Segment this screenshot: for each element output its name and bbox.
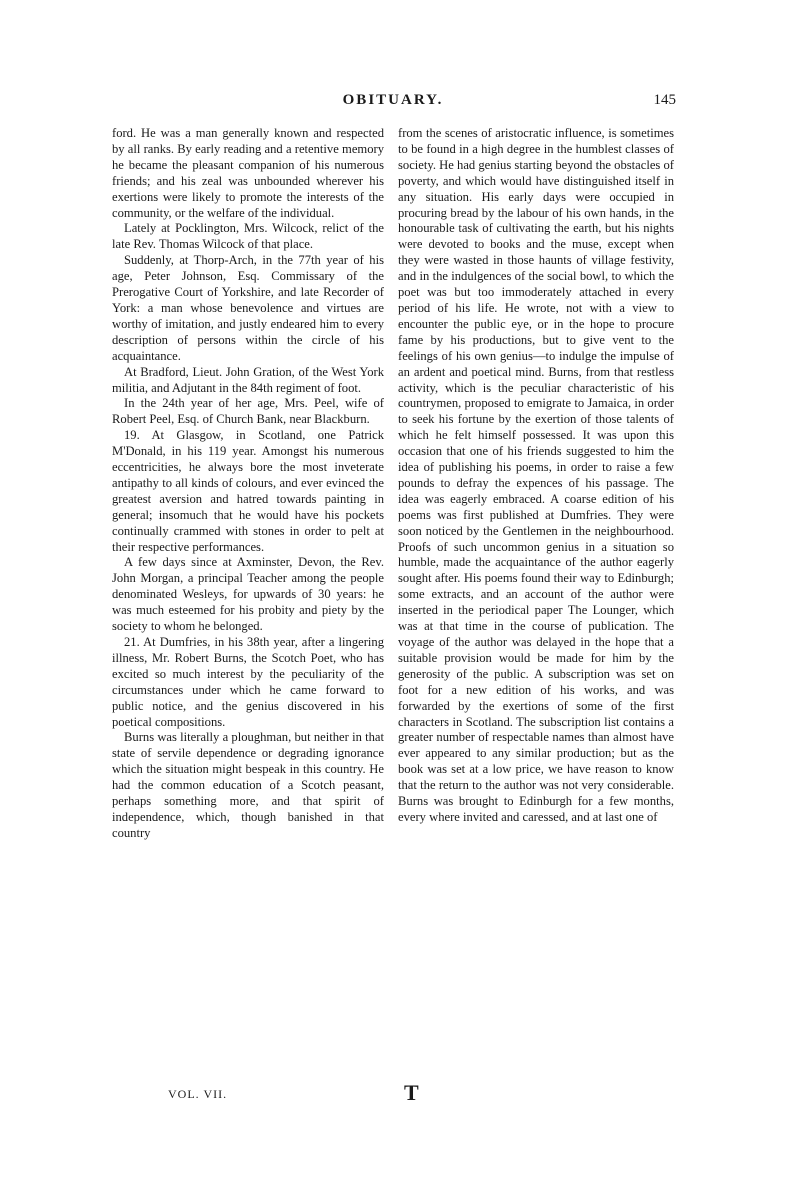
page-number: 145 [653,92,676,108]
right-column [398,126,674,826]
signature-mark: VOL. VII. [168,1087,228,1101]
paragraph: In the 24th year of her age, Mrs. Peel, wife of Robert Peel, Esq. of Church Bank, near Blackburn. [112,396,384,427]
left-column [112,126,384,842]
paragraph: Lately at Pocklington, Mrs. Wilcock, relict of the late Rev. Thomas Wilcock of that place. [112,221,384,252]
paragraph: ford. He was a man generally known and respected by all ranks. By early reading and a retentive memory he became the pleasant companion of his numerous friends; and his zeal was unbounded wherever his exertions were likely to promote the interests of the community, or the welfare of the individual. [112,126,384,220]
paragraph: A few days since at Axminster, Devon, the Rev. John Morgan, a principal Teacher among the people denominated Wesleys, for upwards of 30 years: he was much esteemed for his probity and piety by the society to whom he belonged. [112,555,384,634]
catchword: T [404,1080,419,1105]
paragraph: Suddenly, at Thorp-Arch, in the 77th year of his age, Peter Johnson, Esq. Commissary of the Prerogative Court of Yorkshire, and late Recorder of York: a man whose benevolence and virtues are worthy of imitation, and justly endeared him to every description of persons within the circle of his acquaintance. [112,253,384,363]
paragraph: from the scenes of aristocratic influence, is sometimes to be found in a high degree in the humblest classes of society. He had genius starting beyond the obstacles of poverty, and which would have distinguished itself in any situation. His early days were occupied in procuring bread by the labour of his own hands, in the honourable task of cultivating the earth, but his nights were devoted to books and the muse, except when they were wasted in those haunts of village festivity, and in the indulgences of the social bowl, to which the poet was but too immoderately attached in every period of his life. He wrote, not with a view to encounter the public eye, or in the hope to procure fame by his productions, but to give vent to the feelings of his own genius—to indulge the impulse of an ardent and poetical mind. Burns, from that restless activity, which is the peculiar characteristic of his countrymen, proposed to emigrate to Jamaica, in order to seek his fortune by the exertion of those talents of which he felt himself possessed. It was upon this occasion that one of his friends suggested to him the idea of publishing his poems, in order to raise a few pounds to defray the expences of his passage. The idea was eagerly embraced. A coarse edition of his poems was first published at Dumfries. They were soon noticed by the Gentlemen in the neighbourhood. Proofs of such uncommon genius in a situation so humble, made the acquaintance of the author eagerly sought after. His poems found their way to Edinburgh; some extracts, and an account of the author were inserted in the periodical paper The Lounger, which was at that time in the course of publication. The voyage of the author was delayed in the hope that a suitable provision would be made for him by the generosity of the public. A subscription was set on foot for a new edition of his works, and was forwarded by the exertions of some of the first characters in Scotland. The subscription list contains a greater number of respectable names than almost have ever appeared to any similar production; but as the book was set at a low price, we have reason to know that the return to the author was not very considerable. Burns was brought to Edinburgh for a few months, every where invited and caressed, and at last one of [398,126,674,824]
page-header [110,92,676,114]
paragraph: 21. At Dumfries, in his 38th year, after a lingering illness, Mr. Robert Burns, the Scotch Poet, who has excited so much interest by the peculiarity of the circumstances under which he came forward to public notice, and the genius discovered in his poetical compositions. [112,635,384,729]
running-head: OBITUARY. [342,92,444,108]
paragraph: At Bradford, Lieut. John Gration, of the West York militia, and Adjutant in the 84th regiment of foot. [112,364,384,395]
paragraph: Burns was literally a ploughman, but neither in that state of servile dependence or degrading ignorance which the situation might bespeak in this country. He had the common education of a Scotch peasant, perhaps something more, and that spirit of independence, which, though banished in that country [112,730,384,840]
paragraph: 19. At Glasgow, in Scotland, one Patrick M'Donald, in his 119 year. Amongst his numerous eccentricities, he always bore the most inveterate antipathy to all kinds of colours, and ever evinced the greatest aversion and hatred towards painting in general; insomuch that he would have his pockets continually crammed with stones in order to pelt at their respective performances. [112,428,384,554]
